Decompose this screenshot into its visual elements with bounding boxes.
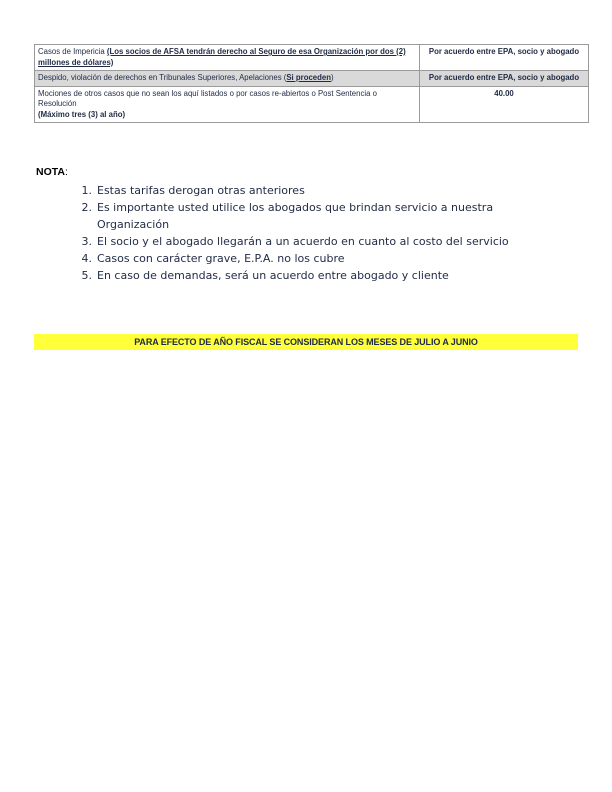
row-cost: Por acuerdo entre EPA, socio y abogado bbox=[420, 45, 589, 71]
list-item bbox=[66, 233, 536, 250]
table-row bbox=[35, 86, 589, 123]
row-description-text: Mociones de otros casos que no sean los aquí listados o por casos re-abiertos o Post Sentencia o Resolución bbox=[38, 88, 377, 108]
table-row bbox=[35, 45, 589, 71]
list-item-text: En caso de demandas, será un acuerdo entre abogado y cliente bbox=[97, 269, 449, 282]
list-item bbox=[66, 199, 536, 233]
list-item-text: Es importante usted utilice los abogados que brindan servicio a nuestra Organización bbox=[97, 201, 494, 231]
list-item-number: 4. bbox=[81, 252, 92, 265]
table-row bbox=[35, 71, 589, 87]
row-description-text: Casos de Impericia bbox=[38, 47, 107, 56]
fiscal-year-banner: PARA EFECTO DE AÑO FISCAL SE CONSIDERAN LOS MESES DE JULIO A JUNIO bbox=[34, 334, 578, 350]
list-item-number: 2. bbox=[81, 201, 92, 214]
nota-heading bbox=[36, 166, 68, 178]
list-item-text: Casos con carácter grave, E.P.A. no los cubre bbox=[97, 252, 345, 265]
row-description-highlight: Si proceden bbox=[286, 73, 331, 82]
nota-suffix: : bbox=[64, 166, 68, 178]
row-description-close: ) bbox=[331, 73, 334, 82]
list-item-number: 5. bbox=[81, 269, 92, 282]
row-description-text: Despido, violación de derechos en Tribunales Superiores, Apelaciones ( bbox=[38, 73, 287, 82]
row-description-limit: (Máximo tres (3) al año) bbox=[38, 109, 126, 119]
row-description-highlight: (Los socios de AFSA tendrán derecho al Seguro de esa Organización por dos (2) millones de dólares) bbox=[38, 47, 406, 67]
list-item-text: Estas tarifas derogan otras anteriores bbox=[97, 184, 305, 197]
list-item bbox=[66, 267, 536, 284]
fee-table bbox=[34, 44, 589, 123]
row-description bbox=[35, 45, 420, 71]
list-item-number: 1. bbox=[81, 184, 92, 197]
nota-label: NOTA bbox=[36, 166, 65, 178]
row-cost: 40.00 bbox=[420, 86, 589, 123]
list-item bbox=[66, 250, 536, 267]
row-cost: Por acuerdo entre EPA, socio y abogado bbox=[420, 71, 589, 87]
list-item-text: El socio y el abogado llegarán a un acuerdo en cuanto al costo del servicio bbox=[97, 235, 509, 248]
notes-list bbox=[66, 182, 536, 284]
list-item-number: 3. bbox=[81, 235, 92, 248]
row-description bbox=[35, 71, 420, 87]
list-item bbox=[66, 182, 536, 199]
row-description bbox=[35, 86, 420, 123]
